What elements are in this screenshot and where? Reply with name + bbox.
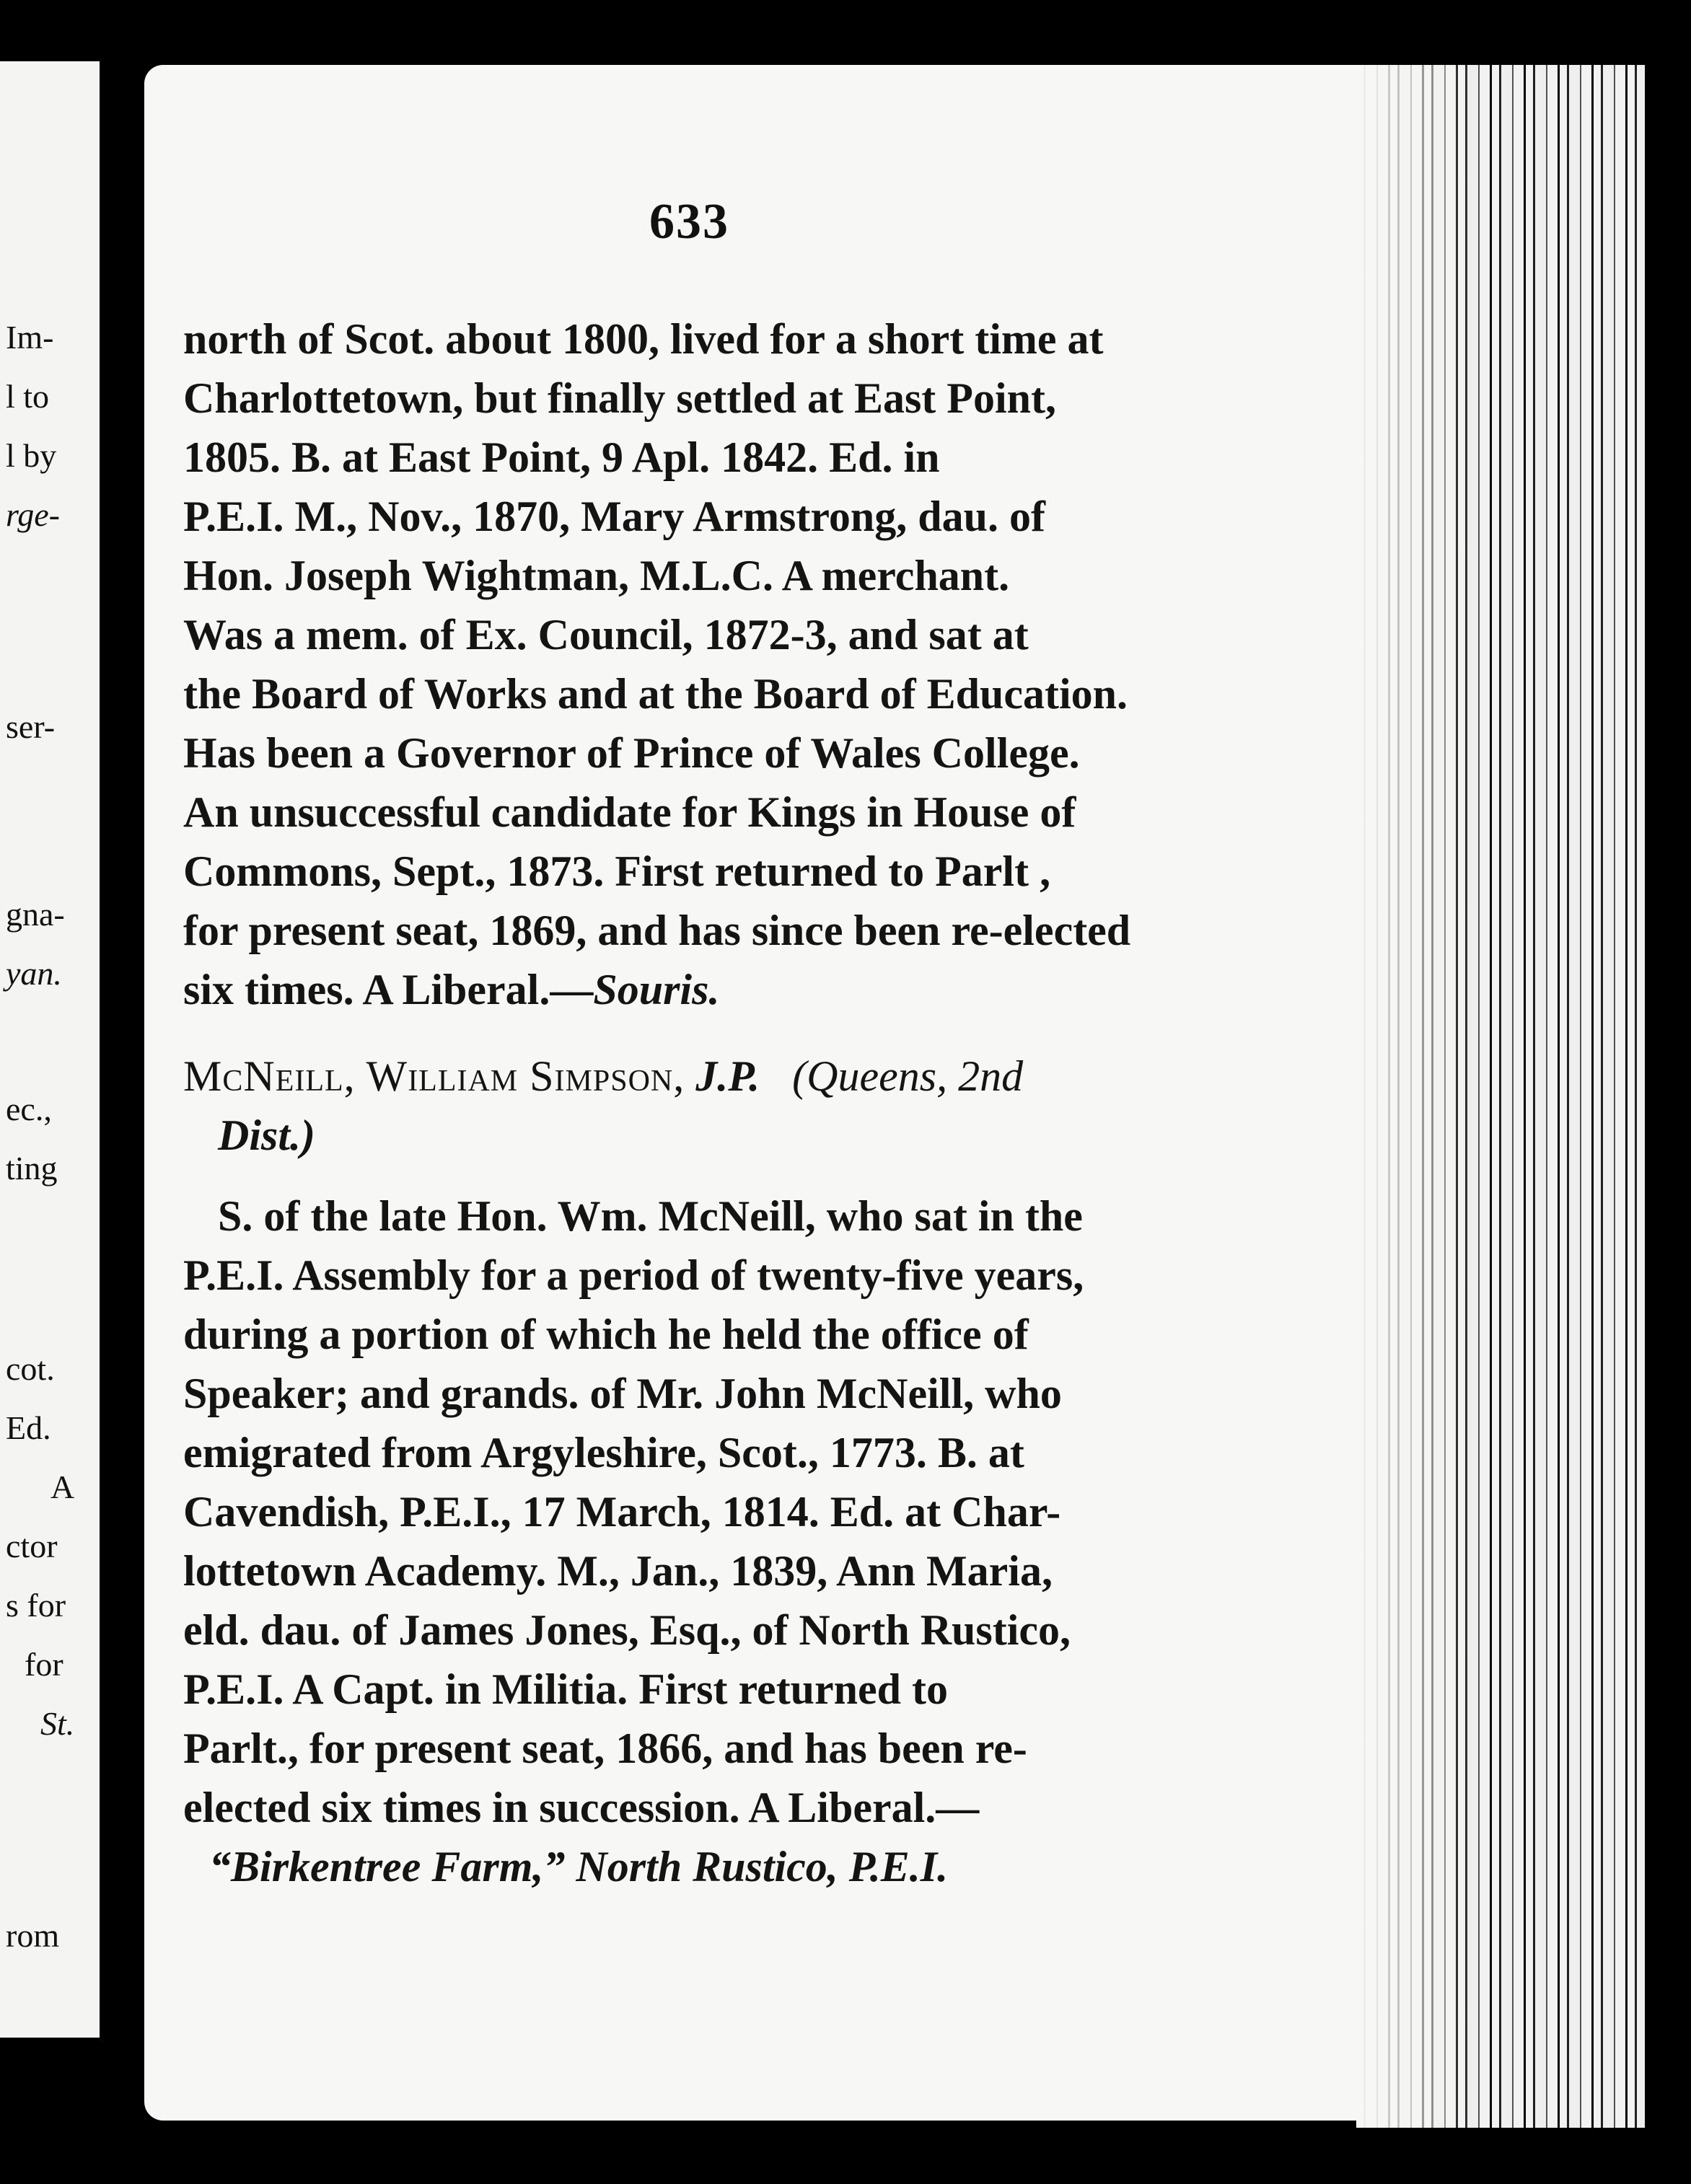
text-line: 1805. B. at East Point, 9 Apl. 1842. Ed. in xyxy=(183,433,940,481)
text-line: the Board of Works and at the Board of Education. xyxy=(183,670,1128,718)
text-line: eld. dau. of James Jones, Esq., of North Rustico, xyxy=(183,1606,1071,1654)
text-line: lottetown Academy. M., Jan., 1839, Ann Maria, xyxy=(183,1547,1053,1595)
facing-page-edge xyxy=(0,61,100,2038)
facing-page-fragment: St. xyxy=(40,1705,75,1742)
text-line: Cavendish, P.E.I., 17 March, 1814. Ed. at Char- xyxy=(183,1488,1061,1536)
facing-page-fragment: ctor xyxy=(6,1528,58,1564)
text-line: Hon. Joseph Wightman, M.L.C. A merchant. xyxy=(183,552,1010,599)
member-title: J.P. xyxy=(695,1052,760,1100)
text-line-end: six times. A Liberal.— xyxy=(183,966,594,1013)
residence: Souris. xyxy=(593,966,720,1013)
constituency: (Queens, 2nd xyxy=(792,1052,1024,1100)
facing-page-fragment: ser- xyxy=(6,708,56,745)
facing-page-fragment: for xyxy=(25,1646,63,1683)
facing-page-fragment: l by xyxy=(6,437,57,474)
facing-page-fragment: yan. xyxy=(6,955,62,992)
text-line: emigrated from Argyleshire, Scot., 1773. B. at xyxy=(183,1429,1024,1476)
facing-page-fragment: Im- xyxy=(6,319,54,356)
text-line: Was a mem. of Ex. Council, 1872-3, and sat at xyxy=(183,611,1029,659)
text-line: during a portion of which he held the office of xyxy=(183,1311,1029,1358)
text-line: S. of the late Hon. Wm. McNeill, who sat in the xyxy=(218,1192,1083,1240)
facing-page-fragment: s for xyxy=(6,1587,66,1624)
facing-page-fragment: ting xyxy=(6,1150,58,1186)
facing-page-fragment: Ed. xyxy=(6,1409,51,1446)
facing-page-fragment: A xyxy=(50,1469,75,1505)
text-line: P.E.I. Assembly for a period of twenty-five years, xyxy=(183,1251,1084,1299)
facing-page-fragment: rom xyxy=(6,1917,60,1954)
text-line: P.E.I. M., Nov., 1870, Mary Armstrong, dau. of xyxy=(183,493,1046,540)
text-line: Parlt., for present seat, 1866, and has been re- xyxy=(183,1725,1027,1772)
text-line: An unsuccessful candidate for Kings in House of xyxy=(183,788,1076,836)
text-line: Speaker; and grands. of Mr. John McNeill, who xyxy=(183,1370,1062,1417)
member-name: McNeill, William Simpson, xyxy=(183,1052,685,1100)
text-line: for present seat, 1869, and has since been re-elected xyxy=(183,907,1131,954)
facing-page-fragment: ec., xyxy=(6,1091,52,1127)
text-line: Has been a Governor of Prince of Wales College. xyxy=(183,729,1080,777)
facing-page-fragment: rge- xyxy=(6,496,60,533)
text-line-last xyxy=(183,968,719,1011)
constituency-cont: Dist.) xyxy=(218,1111,315,1159)
page-number: 633 xyxy=(649,194,729,250)
scan-border xyxy=(1645,0,1691,2184)
text-line: P.E.I. A Capt. in Militia. First returned to xyxy=(183,1665,949,1713)
facing-page-fragment: cot. xyxy=(6,1350,55,1387)
text-line: elected six times in succession. A Liberal.— xyxy=(183,1784,980,1831)
facing-page-fragment: gna- xyxy=(6,896,65,933)
residence: “Birkentree Farm,” North Rustico, P.E.I. xyxy=(209,1843,949,1890)
entry-heading xyxy=(183,1054,1023,1098)
text-line: north of Scot. about 1800, lived for a short time at xyxy=(183,315,1104,363)
page-edge-shadow xyxy=(1356,65,1472,2128)
text-line: Charlottetown, but finally settled at East Point, xyxy=(183,374,1056,422)
facing-page-fragment: l to xyxy=(6,378,50,415)
text-line: Commons, Sept., 1873. First returned to Parlt , xyxy=(183,847,1051,895)
